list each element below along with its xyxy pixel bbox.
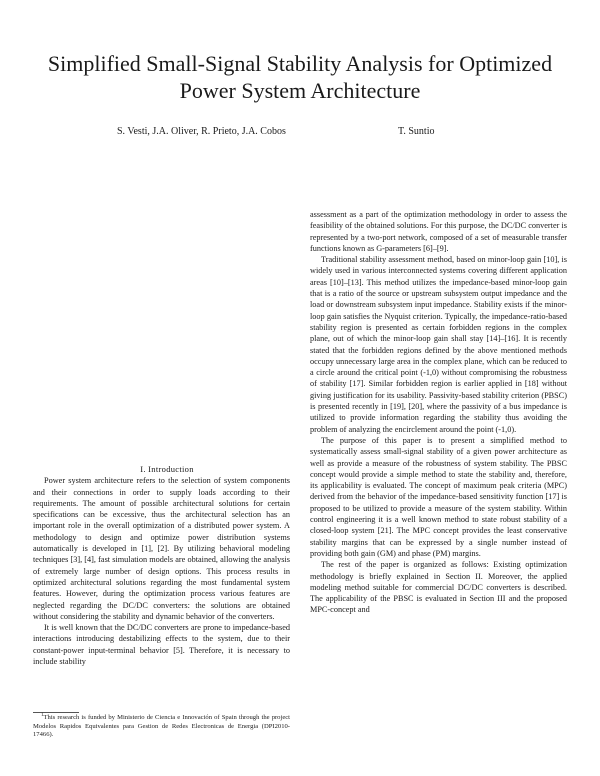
footnote-mark: 1 [41, 712, 44, 718]
section-heading: I. Introduction [140, 464, 194, 474]
left-column [33, 464, 290, 667]
body-paragraph: The purpose of this paper is to present a simplified method to systematically assess small-signal stability of a given power architecture as well as provide a measure of the robustness of system stability. The PBSC concept would provide a simple method to state the stability and, therefore, its applicability is evaluated. The concept of maximum peak criteria (MPC) derived from the behavior of the impedance-based sensitivity function [17] is proposed to be utilized to provide a measure of the system stability. Within control engineering it is a well known method to state robust stability of a closed-loop system [21]. The MPC concept provides the least conservative stability margins that can be expressed by a single number instead of providing both gain (GM) and phase (PM) margins. [310, 435, 567, 558]
footnote-rule [33, 712, 79, 713]
body-paragraph: Traditional stability assessment method, based on minor-loop gain [10], is widely used in various interconnected systems covering different application areas [10]–[13]. This method utilizes the impedance-based minor-loop gain that is a ratio of the source or upstream subsystem output impedance and the load or downstream subsystem input impedance. Stability exists if the minor-loop gain satisfies the Nyquist criterion. Typically, the impedance-ratio-based stability region is presented as certain forbidden regions in the complex plane, out of which the minor-loop gain shall stay [14]–[16]. It is recently stated that the forbidden regions defined by the above mentioned methods occupy unnecessary large area in the complex plane, which can be reduced to a circle around the critical point (-1,0) without compromising the robustness of stability [17]. Similar forbidden region is earlier applied in [18] without giving justification for its usability. Passivity-based stability criterion (PBSC) is presented recently in [19], [20], where the passivity of a bus impedance is utilized to provide information regarding the stability thus avoiding the problem of analyzing the encirclement around the point (-1,0). [310, 255, 567, 434]
footnote-text: This research is funded by Ministerio de Ciencia e Innovación of Spain through the project Modelos Rapidos Equivalentes para Gestion de Redes Electronicas de Energia (DPI2010-17466). [33, 714, 290, 739]
right-column [310, 209, 567, 616]
body-paragraph-continued: assessment as a part of the optimization methodology in order to assess the feasibility of the obtained solutions. For this purpose, the DC/DC converter is represented by a two-port network, composed of a set of measurable transfer functions known as G-parameters [6]–[9]. [310, 210, 567, 253]
body-paragraph: The rest of the paper is organized as follows: Existing optimization methodology is briefly explained in Section II. Moreover, the applied modeling method suitable for commercial DC/DC converters is described. The applicability of the PBSC is evaluated in Section III and the proposed MPC-concept and [310, 560, 567, 615]
footnote [33, 714, 290, 740]
author-list-1: S. Vesti, J.A. Oliver, R. Prieto, J.A. Cobos [117, 126, 286, 137]
body-paragraph: It is well known that the DC/DC converters are prone to impedance-based interactions introducing destabilizing effects to the system, due to their constant-power input-terminal behavior [5]. Therefore, it is necessary to include stability [33, 623, 290, 667]
author-list-2: T. Suntio [398, 126, 435, 137]
body-paragraph: Power system architecture refers to the selection of system components and their connections in order to supply loads according to their requirements. The amount of possible architectural solutions for certain specifications can be excessive, thus the architectural selection has an important role in the overall optimization of a distributed power system. A methodology to design and optimize power distribution systems automatically is developed in [1], [2]. By utilizing behavioral modeling techniques [3], [4], fast simulation models are obtained, allowing the analysis of extremely large number of design options. This process results in optimized architectural solutions regarding the most fundamental system features. However, during the optimization process various features are neglected regarding the DC/DC converters: the solutions are obtained without considering the stability and dynamic behavior of the converters. [33, 476, 290, 621]
paper-title: Simplified Small-Signal Stability Analysis for Optimized Power System Architecture [47, 51, 553, 103]
